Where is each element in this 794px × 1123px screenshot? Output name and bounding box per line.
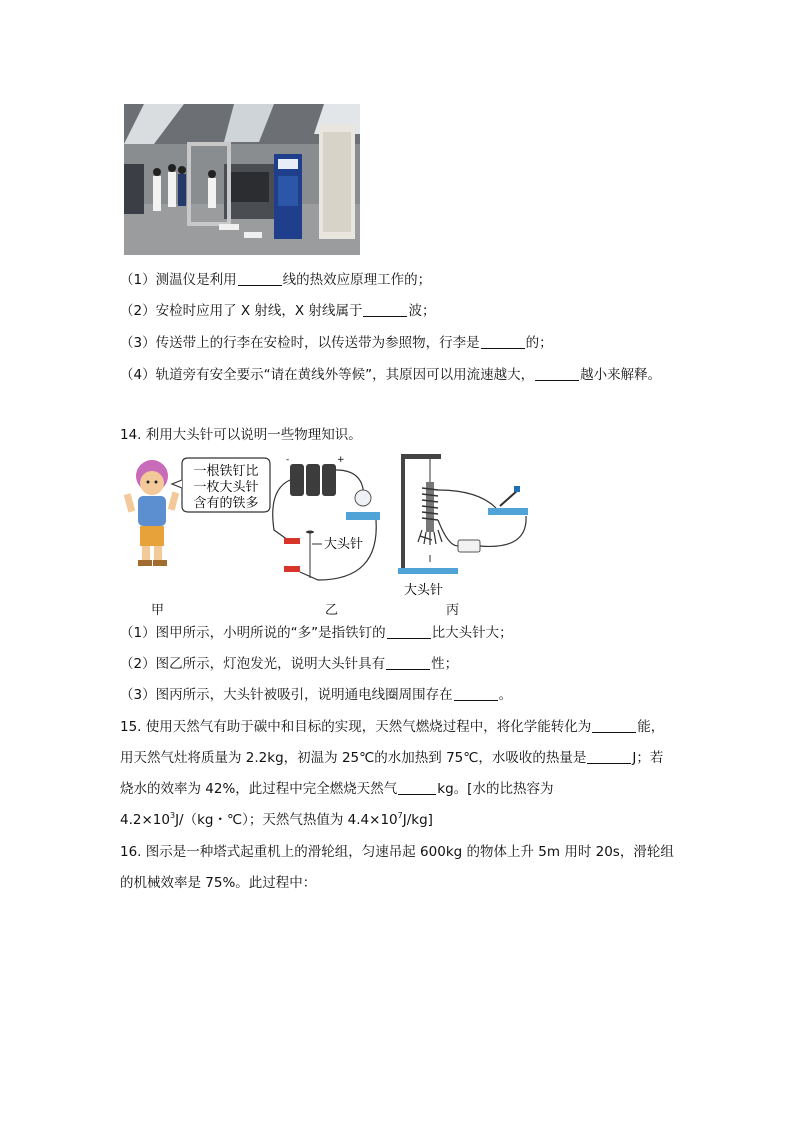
answer-blank[interactable] xyxy=(587,751,631,764)
answer-blank[interactable] xyxy=(535,368,579,381)
svg-text:+: + xyxy=(337,455,345,465)
q15-line-4: $4.2\times 10^3J/(kg$・℃）；天然气热值为 $4.4\times 10^7J/kg$] xyxy=(120,811,433,828)
electromagnet-diagram xyxy=(398,454,528,598)
q13-item-4: （4）轨道旁有安全要示“请在黄线外等候”，其原因可以用流速越大， 越小来解释。 xyxy=(120,367,662,383)
svg-text:一根铁钉比: 一根铁钉比 xyxy=(193,464,259,479)
answer-blank[interactable] xyxy=(454,688,498,701)
q13-item-1: （1）测温仪是利用 线的热效应原理工作的； xyxy=(120,272,432,288)
svg-text:大头针: 大头针 xyxy=(404,583,444,598)
q15-line-3: 烧水的效率为 42%，此过程中完全燃烧天然气 kg。[水的比热容为 xyxy=(120,781,554,797)
q16-line-2: 的机械效率是 75%。此过程中： xyxy=(120,875,317,891)
security-check-photo xyxy=(124,104,360,255)
svg-text:大头针: 大头针 xyxy=(324,537,364,552)
q14-title: 14. 利用大头针可以说明一些物理知识。 xyxy=(120,427,362,443)
answer-blank[interactable] xyxy=(398,782,436,795)
q15-line-1: 15. 使用天然气有助于碳中和目标的实现，天然气燃烧过程中，将化学能转化为 能， xyxy=(120,719,665,735)
boy-illustration xyxy=(124,460,179,566)
q15-line-2: 用天然气灶将质量为 2.2kg，初温为 25℃的水加热到 75℃，水吸收的热量是 J；若 xyxy=(120,750,664,766)
svg-text:含有的铁多: 含有的铁多 xyxy=(193,496,259,511)
answer-blank[interactable] xyxy=(238,273,282,286)
answer-blank[interactable] xyxy=(363,304,407,317)
answer-blank[interactable] xyxy=(481,336,525,349)
q13-item-3: （3）传送带上的行李在安检时，以传送带为参照物，行李是 的； xyxy=(120,335,553,351)
q14-item-1: （1）图甲所示，小明所说的“多”是指铁钉的 比大头针大； xyxy=(120,625,513,641)
svg-text:一枚大头针: 一枚大头针 xyxy=(193,480,259,495)
answer-blank[interactable] xyxy=(386,657,430,670)
answer-blank[interactable] xyxy=(592,720,636,733)
svg-text:-: - xyxy=(286,455,290,465)
figure-label-yi: 乙 xyxy=(325,603,339,618)
q16-line-1: 16. 图示是一种塔式起重机上的滑轮组，匀速吊起 600kg 的物体上升 5m 用时 20s，滑轮组 xyxy=(120,844,674,860)
circuit-diagram xyxy=(273,455,380,580)
figure-label-jia: 甲 xyxy=(151,603,165,618)
figure-label-bing: 丙 xyxy=(446,603,460,618)
q14-item-2: （2）图乙所示，灯泡发光，说明大头针具有 性； xyxy=(120,656,459,672)
q14-item-3: （3）图丙所示，大头针被吸引，说明通电线圈周围存在 。 xyxy=(120,687,513,703)
answer-blank[interactable] xyxy=(387,626,431,639)
q13-item-2: （2）安检时应用了 X 射线，X 射线属于 波； xyxy=(120,303,436,319)
q14-figure xyxy=(118,450,538,600)
speech-bubble xyxy=(172,458,270,512)
